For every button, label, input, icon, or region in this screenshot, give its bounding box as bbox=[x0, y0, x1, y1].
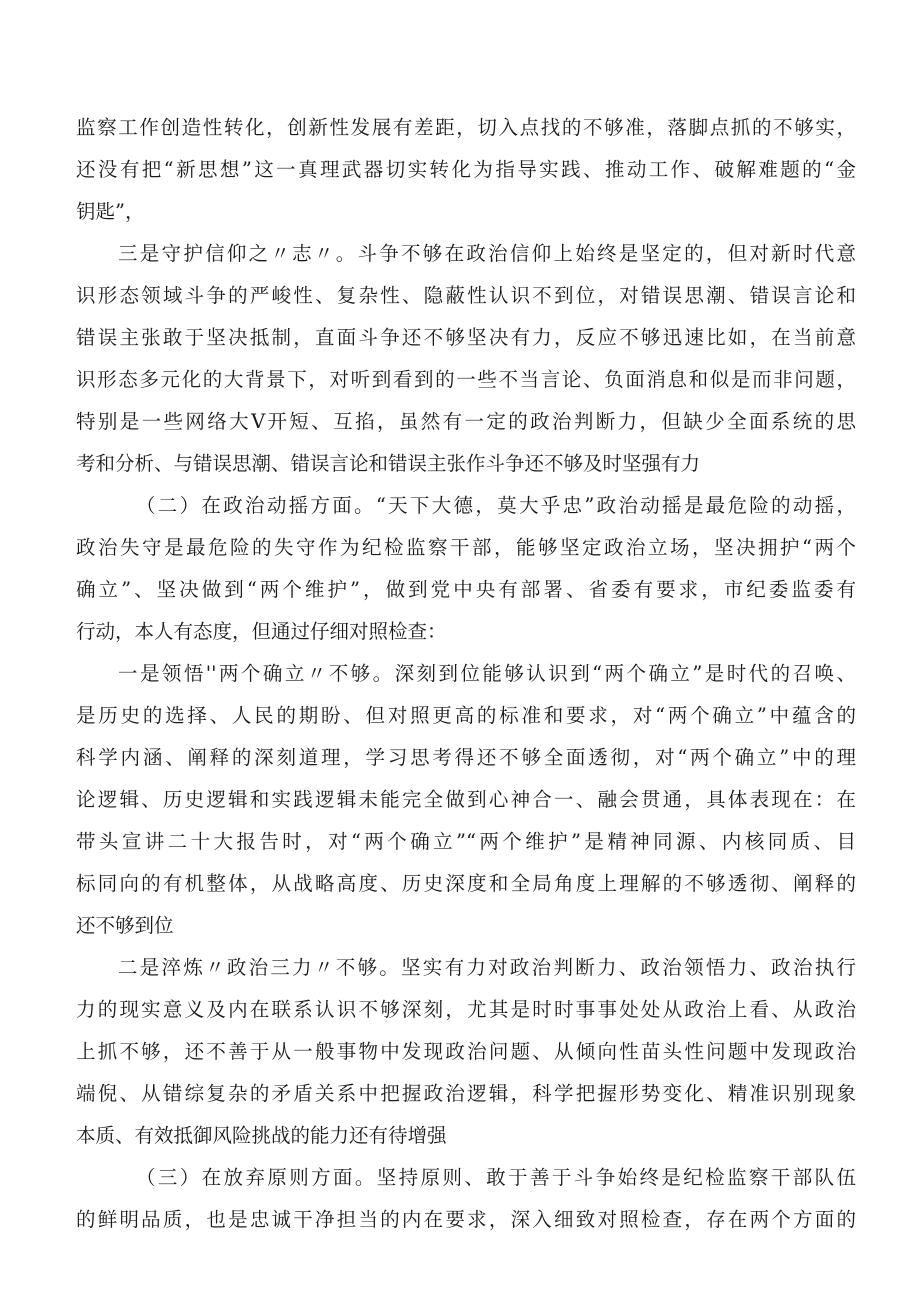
text-line: 特别是一些网络大V开短、互掐，虽然有一定的政治判断力，但缺少全面系统的思 bbox=[76, 410, 856, 433]
text-line: 本质、有效抵御风险挑战的能力还有待增强 bbox=[76, 1124, 447, 1147]
text-line: 的鲜明品质，也是忠诚干净担当的内在要求，深入细致对照检查，存在两个方面的 bbox=[76, 1208, 856, 1231]
paragraph-first-line: 一是领悟''两个确立〃不够。深刻到位能够认识到“两个确立”是时代的召唤、 bbox=[118, 662, 856, 685]
text-line: 确立”、坚决做到“两个维护”，做到党中央有部署、省委有要求，市纪委监委有 bbox=[76, 578, 856, 601]
section-heading-line: （三）在放弃原则方面。坚持原则、敢于善于斗争始终是纪检监察干部队伍 bbox=[136, 1166, 856, 1189]
text-line: 错误主张敢于坚决抵制，直面斗争还不够坚决有力，反应不够迅速比如，在当前意 bbox=[76, 326, 856, 349]
text-line: 还不够到位 bbox=[76, 914, 174, 937]
text-line: 还没有把“新思想”这一真理武器切实转化为指导实践、推动工作、破解难题的“金 bbox=[76, 158, 856, 181]
text-line: 标同向的有机整体，从战略高度、历史深度和全局角度上理解的不够透彻、阐释的 bbox=[76, 872, 856, 895]
text-line: 考和分析、与错误思潮、错误言论和错误主张作斗争还不够及时坚强有力 bbox=[76, 452, 701, 475]
text-line: 是历史的选择、人民的期盼、但对照更高的标准和要求，对“两个确立”中蕴含的 bbox=[76, 704, 856, 727]
paragraph-first-line: 三是守护信仰之〃志〃。斗争不够在政治信仰上始终是坚定的，但对新时代意 bbox=[118, 242, 856, 265]
text-line: 钥匙”， bbox=[76, 200, 145, 223]
text-line: 带头宣讲二十大报告时，对“两个确立”“两个维护”是精神同源、内核同质、目 bbox=[76, 830, 856, 853]
text-line: 力的现实意义及内在联系认识不够深刻，尤其是时时事事处处从政治上看、从政治 bbox=[76, 998, 856, 1021]
section-heading-line: （二）在政治动摇方面。“天下大德，莫大乎忠”政治动摇是最危险的动摇， bbox=[136, 494, 856, 517]
text-line: 论逻辑、历史逻辑和实践逻辑未能完全做到心神合一、融会贯通，具体表现在：在 bbox=[76, 788, 856, 811]
text-line: 行动，本人有态度，但通过仔细对照检查： bbox=[76, 620, 447, 643]
paragraph-first-line: 二是淬炼〃政治三力〃不够。坚实有力对政治判断力、政治领悟力、政治执行 bbox=[118, 956, 856, 979]
text-line: 政治失守是最危险的失守作为纪检监察干部，能够坚定政治立场，坚决拥护“两个 bbox=[76, 536, 856, 559]
text-line: 识形态多元化的大背景下，对听到看到的一些不当言论、负面消息和似是而非问题， bbox=[76, 368, 856, 391]
text-line: 识形态领域斗争的严峻性、复杂性、隐蔽性认识不到位，对错误思潮、错误言论和 bbox=[76, 284, 856, 307]
text-line: 科学内涵、阐释的深刻道理，学习思考得还不够全面透彻，对“两个确立”中的理 bbox=[76, 746, 856, 769]
text-line: 上抓不够，还不善于从一般事物中发现政治问题、从倾向性苗头性问题中发现政治 bbox=[76, 1040, 856, 1063]
text-line: 端倪、从错综复杂的矛盾关系中把握政治逻辑，科学把握形势变化、精准识别现象 bbox=[76, 1082, 856, 1105]
text-line: 监察工作创造性转化，创新性发展有差距，切入点找的不够准，落脚点抓的不够实， bbox=[76, 116, 856, 139]
